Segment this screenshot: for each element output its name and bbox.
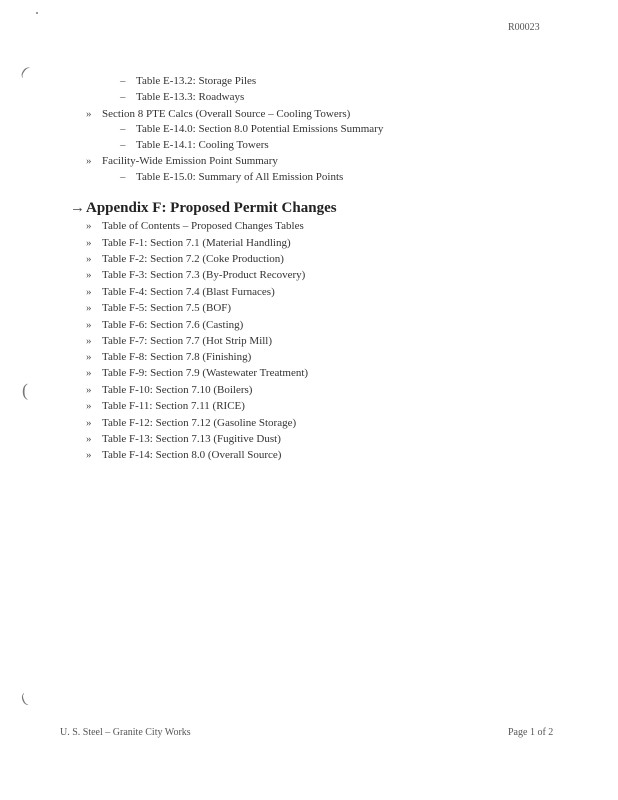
list-item: – Table E-13.2: Storage Piles: [120, 75, 257, 87]
scan-speck: [36, 12, 38, 14]
list-item: » Table F-12: Section 7.12 (Gasoline Storage): [86, 417, 297, 429]
margin-mark-bottom: (: [19, 691, 29, 708]
list-item: » Facility-Wide Emission Point Summary: [86, 155, 278, 167]
list-item: » Table F-5: Section 7.5 (BOF): [86, 302, 232, 314]
footer-page-number: Page 1 of 2: [508, 727, 554, 738]
page-id: R00023: [508, 22, 540, 33]
list-item: – Table E-14.0: Section 8.0 Potential Emissions Summary: [120, 123, 384, 135]
list-item: – Table E-15.0: Summary of All Emission Points: [120, 171, 344, 183]
list-item: » Table F-3: Section 7.3 (By-Product Recovery): [86, 269, 306, 281]
list-item: » Table F-1: Section 7.1 (Material Handling): [86, 237, 291, 249]
list-item: » Table F-10: Section 7.10 (Boilers): [86, 384, 253, 396]
arrow-icon: →: [70, 200, 85, 216]
footer-source: U. S. Steel – Granite City Works: [60, 727, 191, 738]
list-item: » Table F-6: Section 7.6 (Casting): [86, 319, 244, 331]
list-item: » Table F-2: Section 7.2 (Coke Production): [86, 253, 284, 265]
list-item: – Table E-13.3: Roadways: [120, 91, 245, 103]
list-item: » Table of Contents – Proposed Changes Tables: [86, 220, 304, 232]
list-item: » Section 8 PTE Calcs (Overall Source – Cooling Towers): [86, 108, 351, 120]
list-item: » Table F-13: Section 7.13 (Fugitive Dust): [86, 433, 281, 445]
list-item: » Table F-14: Section 8.0 (Overall Source): [86, 449, 282, 461]
list-item: » Table F-4: Section 7.4 (Blast Furnaces): [86, 286, 275, 298]
list-item: » Table F-7: Section 7.7 (Hot Strip Mill): [86, 335, 273, 347]
list-item: – Table E-14.1: Cooling Towers: [120, 139, 269, 151]
list-item: » Table F-11: Section 7.11 (RICE): [86, 400, 245, 412]
list-item: » Table F-8: Section 7.8 (Finishing): [86, 351, 252, 363]
list-item: » Table F-9: Section 7.9 (Wastewater Treatment): [86, 367, 309, 379]
appendix-heading: →Appendix F: Proposed Permit Changes: [70, 200, 337, 216]
margin-mark-top: (: [18, 64, 31, 80]
margin-mark-middle: (: [22, 380, 28, 400]
